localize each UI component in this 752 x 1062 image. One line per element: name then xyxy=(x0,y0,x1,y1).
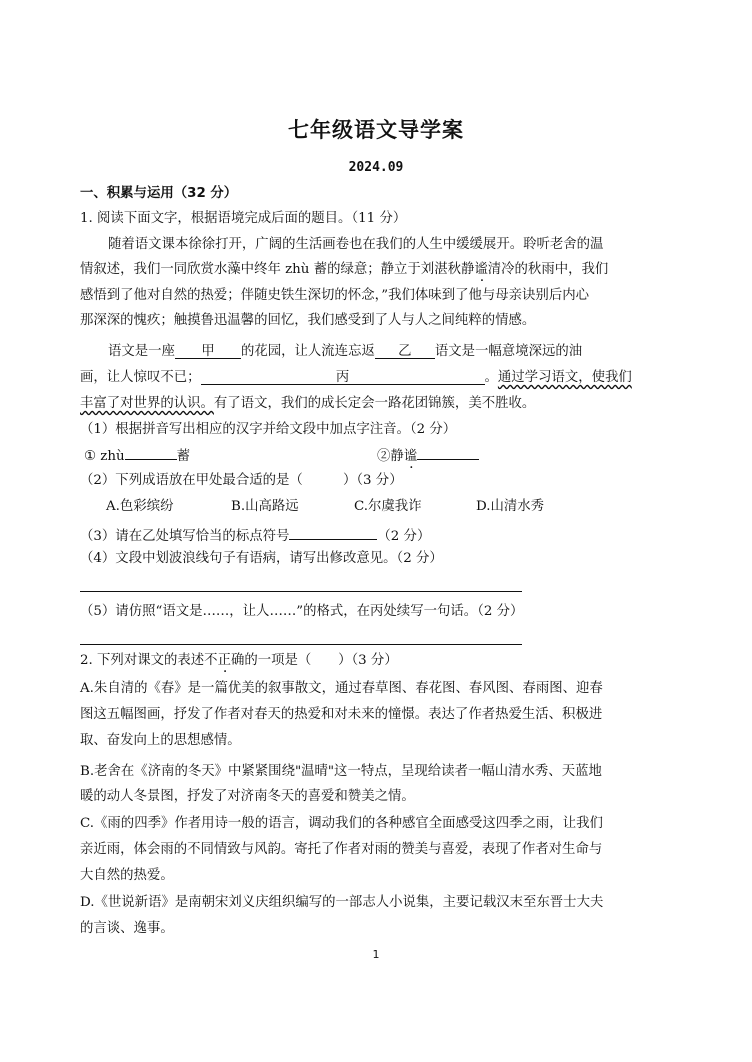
q2-option-c-cont: 大自然的热爱。 xyxy=(80,868,174,883)
q2-option-b[interactable]: B.老舍在《济南的冬天》中紧紧围绕"温晴"这一特点，呈现给读者一幅山清水秀、天蓝地 xyxy=(80,764,602,779)
answer-line[interactable] xyxy=(80,644,522,645)
sub-question-2: （2）下列成语放在甲处最合适的是（ ）（3 分） xyxy=(80,473,403,488)
passage-line xyxy=(80,394,535,414)
q2-option-d-cont: 的言谈、逸事。 xyxy=(80,921,174,936)
q2-option-c-cont: 亲近雨，体会雨的不同情致与风韵。寄托了作者对雨的赞美与喜爱，表现了作者对生命与 xyxy=(80,842,603,857)
passage-text: 语文是一幅意境深远的油 xyxy=(434,344,583,359)
blank-yi[interactable]: 乙 xyxy=(375,342,435,359)
wavy-sentence: 丰富了对世界的认识。 xyxy=(80,396,214,411)
option-a[interactable]: A.色彩缤纷 xyxy=(106,499,174,514)
section-heading: 一、积累与运用（32 分） xyxy=(80,186,238,201)
q2-option-a[interactable]: A.朱自清的《春》是一篇优美的叙事散文，通过春草图、春花图、春风图、春雨图、迎春 xyxy=(80,681,603,696)
answer-line[interactable] xyxy=(80,591,522,592)
char-text: 蓄 xyxy=(176,449,190,464)
passage-text: 情叙述，我们一同欣赏水藻中终年 zhù 蓄的绿意；静立于刘湛秋静 xyxy=(80,262,475,277)
q2-option-a-cont: 取、奋发向上的思想感情。 xyxy=(80,733,241,748)
option-d[interactable]: D.山清水秀 xyxy=(476,499,545,514)
q2-option-c[interactable]: C.《雨的四季》作者用诗一般的语言，调动我们的各种感官全面感受这四季之雨，让我们 xyxy=(80,816,603,831)
passage-line xyxy=(80,260,608,280)
passage-line: 感悟到了他对自然的热爱；伴随史铁生深切的怀念，”我们体味到了他与母亲诀别后内心 xyxy=(80,288,589,303)
answer-blank[interactable] xyxy=(289,523,377,540)
sub1-answer-a xyxy=(84,443,190,467)
passage-text: 。 xyxy=(484,370,498,385)
passage-line xyxy=(80,368,632,388)
sub-question-4: （4）文段中划波浪线句子有语病，请写出修改意见。（2 分） xyxy=(80,551,443,566)
question-text: （3）请在乙处填写恰当的标点符号 xyxy=(80,529,290,544)
dotted-char: 正 xyxy=(217,653,231,668)
passage-line: 那深深的愧疚；触摸鲁迅温馨的回忆，我们感受到了人与人之间纯粹的情感。 xyxy=(80,313,536,328)
sub-question-5: （5）请仿照“语文是……，让人……”的格式，在丙处续写一句话。（2 分） xyxy=(80,604,524,619)
page-title: 七年级语文导学案 xyxy=(288,118,464,142)
passage-text: 画，让人惊叹不已； xyxy=(80,370,201,385)
question-text: 2. 下列对课文的表述不 xyxy=(80,653,218,668)
passage-line xyxy=(108,342,582,362)
item-number: ② xyxy=(377,449,391,464)
question-text: （2 分） xyxy=(377,529,431,544)
answer-blank[interactable] xyxy=(125,443,177,460)
passage-text: 清冷的秋雨中，我们 xyxy=(487,262,609,277)
passage-text: 语文是一座 xyxy=(108,344,175,359)
option-b[interactable]: B.山高路远 xyxy=(231,499,299,514)
blank-jia[interactable]: 甲 xyxy=(175,342,241,359)
answer-blank[interactable] xyxy=(417,443,479,460)
q2-option-b-cont: 暖的动人冬景图，抒发了对济南冬天的喜爱和赞美之情。 xyxy=(80,789,415,804)
char-text: 静 xyxy=(390,449,404,464)
q2-option-a-cont: 图这五幅图画，抒发了作者对春天的热爱和对未来的憧憬。表达了作者热爱生活、积极进 xyxy=(80,707,603,722)
passage-line: 随着语文课本徐徐打开，广阔的生活画卷也在我们的人生中缓缓展开。聆听老舍的温 xyxy=(108,237,604,252)
page-number: 1 xyxy=(372,948,380,961)
blank-bing[interactable]: 丙 xyxy=(201,368,485,385)
sub-question-3 xyxy=(80,523,430,547)
q2-stem xyxy=(80,651,398,671)
q1-stem: 1. 阅读下面文字，根据语境完成后面的题目。（11 分） xyxy=(80,211,407,226)
pinyin-text: zhù xyxy=(100,449,125,464)
dotted-char: 谧 xyxy=(474,262,488,277)
item-number: ① xyxy=(84,449,97,464)
q2-option-d[interactable]: D.《世说新语》是南朝宋刘义庆组织编写的一部志人小说集，主要记载汉末至东晋士大夫 xyxy=(80,895,604,910)
wavy-sentence: 通过学习语文，使我们 xyxy=(497,370,632,385)
sub-question-1: （1）根据拼音写出相应的汉字并给文段中加点字注音。（2 分） xyxy=(80,422,457,437)
dotted-char: 谧 xyxy=(403,449,418,464)
question-text: 确的一项是（ ）（3 分） xyxy=(230,653,398,668)
passage-text: 有了语文，我们的成长定会一路花团锦簇，美不胜收。 xyxy=(213,396,536,411)
passage-text: 的花园，让人流连忘返 xyxy=(240,344,375,359)
option-c[interactable]: C.尔虞我诈 xyxy=(354,499,422,514)
sub1-answer-b xyxy=(377,443,479,467)
date-label: 2024.09 xyxy=(348,160,404,175)
